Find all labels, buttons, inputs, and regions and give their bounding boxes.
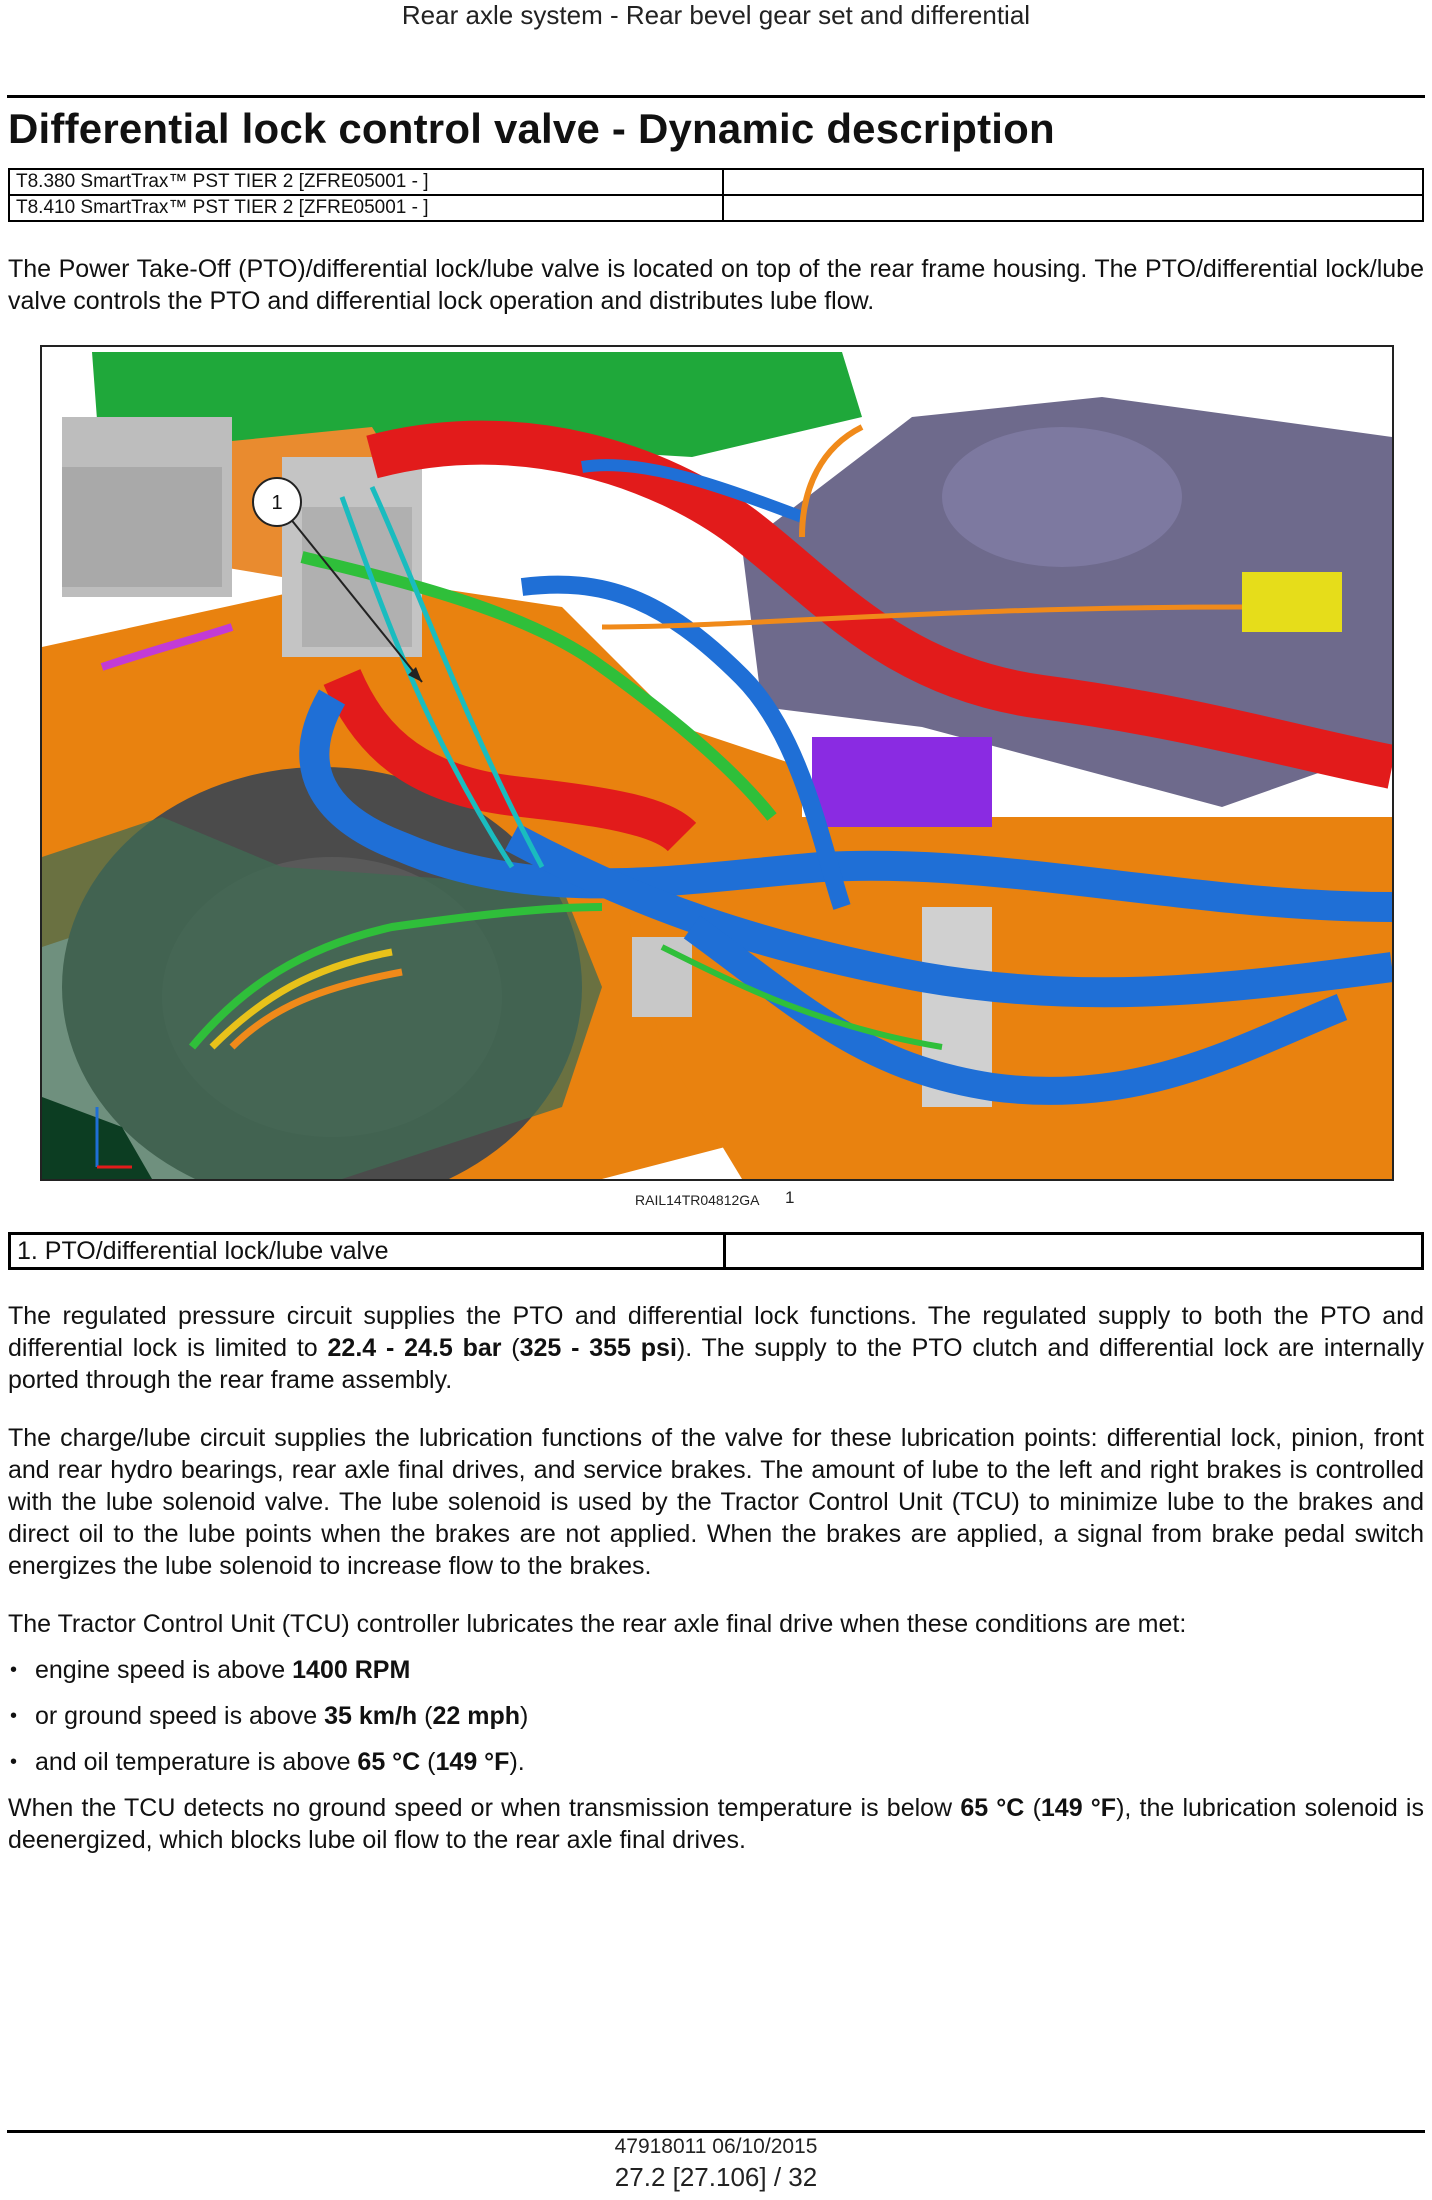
pressure-psi-value: 325 - 355 psi <box>519 1334 677 1362</box>
text-run: ) <box>520 1702 529 1730</box>
intro-paragraph: The Power Take-Off (PTO)/differential lock/lube valve is located on top of the rear frame housing. The PTO/differential lock/lube valve controls the PTO and differential lock operation and distributes lube flow. <box>8 255 1424 315</box>
table-row <box>9 169 1423 195</box>
footer-rule <box>7 2130 1425 2133</box>
engine-speed-value: 1400 RPM <box>292 1656 411 1684</box>
empty-cell <box>723 169 1423 195</box>
oil-temp-f-value: 149 °F <box>435 1748 510 1776</box>
list-item <box>8 1746 528 1792</box>
header-rule <box>7 95 1425 98</box>
page-title: Differential lock control valve - Dynamic description <box>8 105 1055 152</box>
bullet-icon: • <box>10 1751 18 1773</box>
text-run: ). The supply to the PTO clutch and differential lock are internally ported through the rear frame assembly. <box>8 1334 1424 1394</box>
document-id: 47918011 06/10/2015 <box>614 2135 818 2158</box>
text-run: engine speed is above <box>35 1656 293 1684</box>
pressure-bar-value: 22.4 - 24.5 bar <box>327 1334 502 1362</box>
condition-list <box>8 1654 528 1792</box>
text-run: When the TCU detects no ground speed or when transmission temperature is below <box>8 1794 961 1822</box>
ground-speed-mph-value: 22 mph <box>432 1702 521 1730</box>
legend-item-1: 1. PTO/differential lock/lube valve <box>10 1234 725 1269</box>
table-row <box>10 1234 1423 1269</box>
model-cell: T8.380 SmartTrax™ PST TIER 2 [ZFRE05001 - ] <box>9 169 723 195</box>
callout-label: 1 <box>271 492 283 514</box>
list-item <box>8 1654 528 1700</box>
ground-speed-kmh-value: 35 km/h <box>324 1702 418 1730</box>
text-run: ). <box>509 1748 525 1776</box>
valve-illustration <box>42 347 1392 1179</box>
oil-temp-c-value: 65 °C <box>357 1748 421 1776</box>
figure-code: RAIL14TR04812GA <box>635 1192 760 1208</box>
text-run: ( <box>417 1702 433 1730</box>
text-run: ( <box>420 1748 436 1776</box>
charge-lube-paragraph: The charge/lube circuit supplies the lubrication functions of the valve for these lubrication points: differential lock, pinion, front and rear hydro bearings, rear axle final drives, and service brakes. The amount of lube to the left and right brakes is controlled with the lube solenoid valve. The lube solenoid is used by the Tractor Control Unit (TCU) to minimize lube to the brakes and direct oil to the lube points when the brakes are not applied. When the brakes are applied, a signal from brake pedal switch energizes the lube solenoid to increase flow to the brakes. <box>8 1424 1424 1580</box>
text-run: ), the lubrication solenoid is deenergized, which blocks lube oil flow to the rear axle final drives. <box>8 1794 1424 1854</box>
regulated-circuit-paragraph <box>8 1300 1424 1396</box>
page-header: Rear axle system - Rear bevel gear set and differential <box>401 0 1031 30</box>
tcu-paragraph: The Tractor Control Unit (TCU) controller lubricates the rear axle final drive when these conditions are met: <box>8 1610 1187 1638</box>
bullet-icon: • <box>10 1705 18 1727</box>
yellow-block <box>1242 572 1342 632</box>
list-item <box>8 1700 528 1746</box>
model-applicability-table <box>8 168 1424 222</box>
text-run: ( <box>501 1334 520 1362</box>
text-run: The regulated pressure circuit supplies the PTO and differential lock functions. The regulated supply to both the PTO and differential lock is limited to <box>8 1302 1424 1362</box>
table-row <box>9 195 1423 221</box>
purple-block <box>812 737 992 827</box>
text-run: and oil temperature is above <box>35 1748 358 1776</box>
text-run: ( <box>1024 1794 1041 1822</box>
valve-figure <box>40 345 1394 1181</box>
model-cell: T8.410 SmartTrax™ PST TIER 2 [ZFRE05001 - ] <box>9 195 723 221</box>
empty-cell <box>725 1234 1423 1269</box>
final-paragraph <box>8 1792 1424 1856</box>
bullet-icon: • <box>10 1659 18 1681</box>
page-number: 27.2 [27.106] / 32 <box>614 2162 818 2192</box>
text-run: or ground speed is above <box>35 1702 325 1730</box>
figure-legend-table <box>8 1232 1424 1270</box>
trans-temp-f-value: 149 °F <box>1040 1794 1117 1822</box>
empty-cell <box>723 195 1423 221</box>
figure-number: 1 <box>785 1188 795 1207</box>
trans-temp-c-value: 65 °C <box>960 1794 1025 1822</box>
